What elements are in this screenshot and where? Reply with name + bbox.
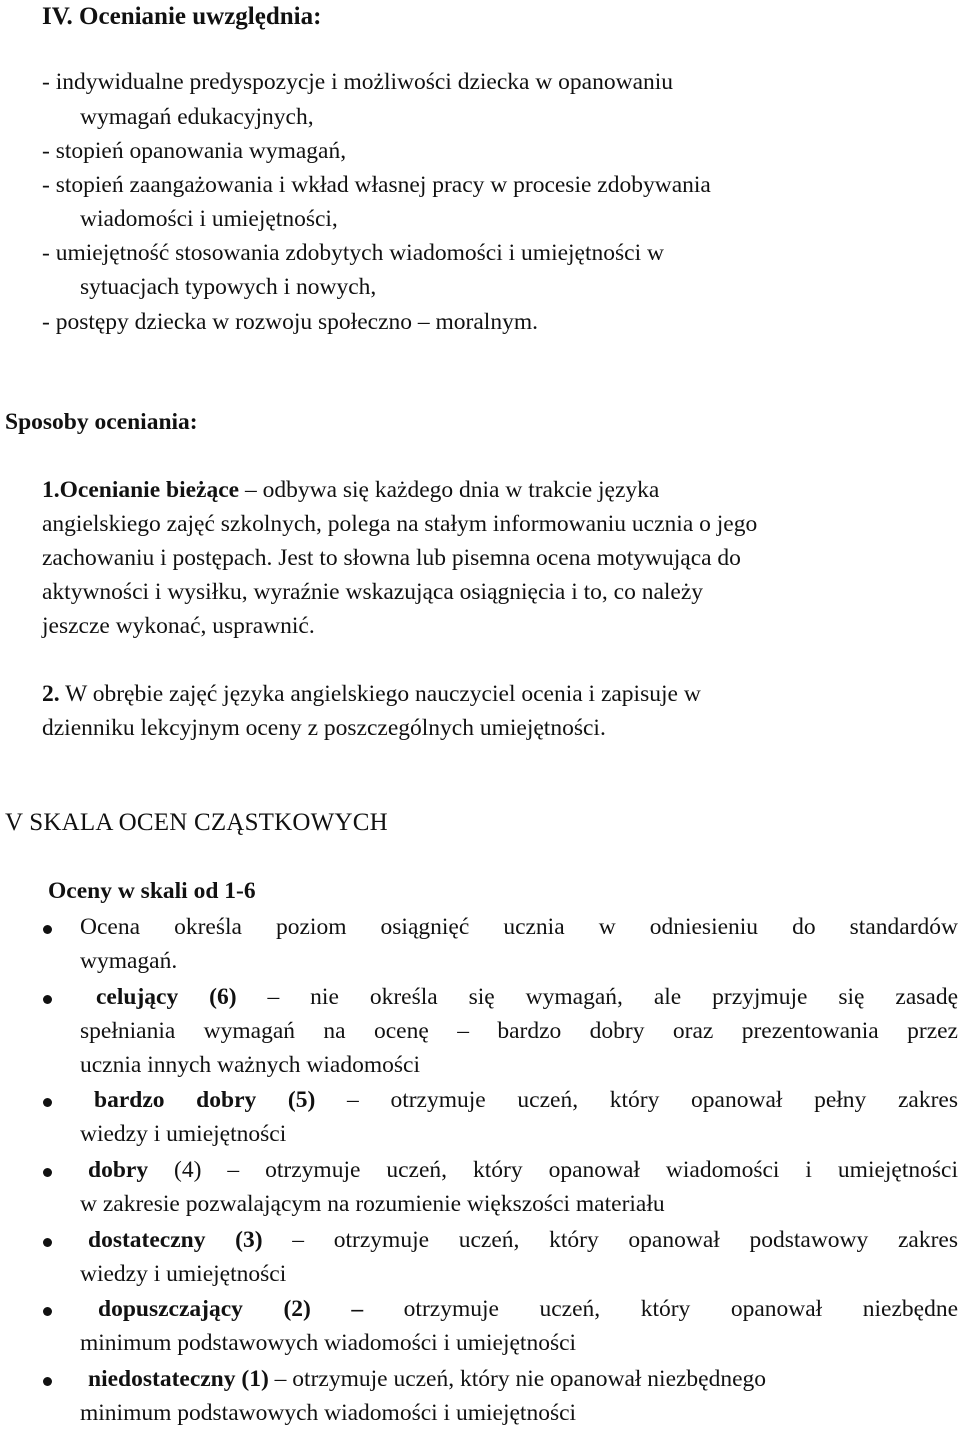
grade-bullet-line: wymagań. — [80, 948, 178, 974]
method-1-text: – odbywa się każdego dnia w trakcie języka — [239, 477, 660, 503]
bullet-dot-icon — [43, 925, 52, 934]
bullet-dot-icon — [43, 1238, 52, 1247]
method-1-line: aktywności i wysiłku, wyraźnie wskazująca osiągnięcia i to, co należy — [42, 579, 704, 605]
grade-label: bardzo dobry (5) — [94, 1087, 316, 1113]
grade-label: dobry — [88, 1157, 149, 1183]
method-1-line: angielskiego zajęć szkolnych, polega na stałym informowaniu ucznia o jego — [42, 511, 758, 537]
grade-description: – otrzymuje uczeń, który nie opanował niezbędnego — [268, 1366, 767, 1392]
grade-label: dopuszczający (2) – — [98, 1296, 364, 1322]
criteria-line: wymagań edukacyjnych, — [80, 104, 314, 130]
grade-description: otrzymuje uczeń, który opanował niezbędne — [363, 1296, 958, 1322]
grade-bullet-line: minimum podstawowych wiadomości i umiejętności — [80, 1400, 577, 1426]
method-1-label: 1.Ocenianie bieżące — [42, 477, 240, 503]
method-1-line: jeszcze wykonać, usprawnić. — [42, 613, 315, 639]
section-iv-title: IV. Ocenianie uwzględnia: — [42, 3, 322, 30]
bullet-dot-icon — [43, 1377, 52, 1386]
grade-bullet-line — [80, 1292, 958, 1327]
method-1-line — [42, 473, 659, 508]
criteria-line: - stopień zaangażowania i wkład własnej pracy w procesie zdobywania — [42, 172, 711, 198]
scale-subtitle: Oceny w skali od 1-6 — [48, 878, 256, 904]
grade-label: dostateczny (3) — [88, 1227, 263, 1253]
grade-bullet-line: ucznia innych ważnych wiadomości — [80, 1052, 420, 1078]
grade-bullet-line — [80, 1083, 958, 1118]
method-2-line — [42, 677, 701, 712]
grade-bullet-line: w zakresie pozwalającym na rozumienie większości materiału — [80, 1191, 665, 1217]
criteria-line: - indywidualne predyspozycje i możliwości dziecka w opanowaniu — [42, 69, 674, 95]
criteria-line: sytuacjach typowych i nowych, — [80, 274, 377, 300]
methods-title: Sposoby oceniania: — [5, 409, 198, 435]
grade-bullet-line: wiedzy i umiejętności — [80, 1261, 287, 1287]
method-2-label: 2. — [42, 681, 60, 707]
grade-bullet-line: minimum podstawowych wiadomości i umiejętności — [80, 1330, 577, 1356]
method-2-text: W obrębie zajęć języka angielskiego nauczyciel ocenia i zapisuje w — [59, 681, 701, 707]
criteria-line: - stopień opanowania wymagań, — [42, 138, 347, 164]
grade-description: – nie określa się wymagań, ale przyjmuje się zasadę — [236, 984, 959, 1010]
grade-bullet-line — [80, 980, 958, 1015]
bullet-dot-icon — [43, 1098, 52, 1107]
method-2-line: dzienniku lekcyjnym oceny z poszczególnych umiejętności. — [42, 715, 606, 741]
grade-description: (4) – otrzymuje uczeń, który opanował wiadomości i umiejętności — [148, 1157, 958, 1183]
grade-label: celujący (6) — [96, 984, 237, 1010]
section-v-title: V SKALA OCEN CZĄSTKOWYCH — [5, 809, 388, 836]
criteria-line: - postępy dziecka w rozwoju społeczno – moralnym. — [42, 309, 538, 335]
grade-label: niedostateczny (1) — [88, 1366, 269, 1392]
grade-description: – otrzymuje uczeń, który opanował podstawowy zakres — [262, 1227, 958, 1253]
grade-description: – otrzymuje uczeń, który opanował pełny zakres — [315, 1087, 958, 1113]
grade-bullet-line: wiedzy i umiejętności — [80, 1121, 287, 1147]
grade-bullet-line — [80, 1362, 958, 1397]
grade-bullet-line — [80, 1223, 958, 1258]
criteria-line: - umiejętność stosowania zdobytych wiadomości i umiejętności w — [42, 240, 664, 266]
grade-bullet-line — [80, 1153, 958, 1188]
bullet-dot-icon — [43, 1168, 52, 1177]
bullet-dot-icon — [43, 995, 52, 1004]
method-1-line: zachowaniu i postępach. Jest to słowna lub pisemna ocena motywująca do — [42, 545, 741, 571]
grade-bullet-line: Ocena określa poziom osiągnięć ucznia w odniesieniu do standardów — [80, 914, 958, 940]
bullet-dot-icon — [43, 1307, 52, 1316]
criteria-line: wiadomości i umiejętności, — [80, 206, 338, 232]
grade-bullet-line: spełniania wymagań na ocenę – bardzo dobry oraz prezentowania przez — [80, 1018, 958, 1044]
